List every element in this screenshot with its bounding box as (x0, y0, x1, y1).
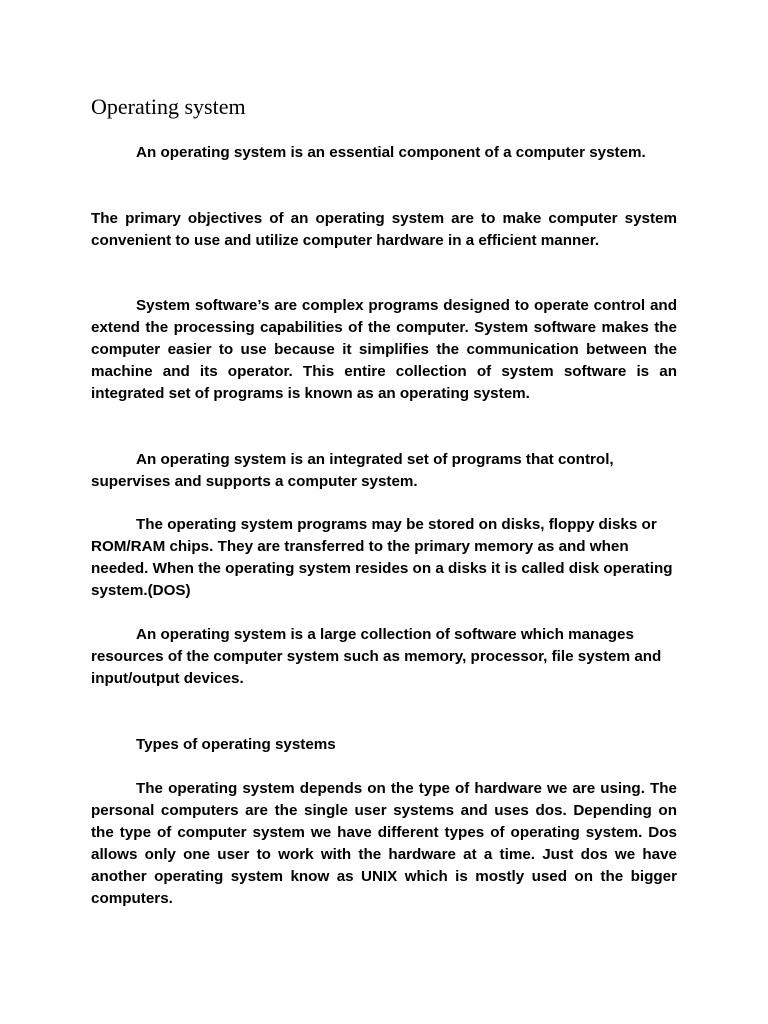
paragraph-7: The operating system depends on the type of hardware we are using. The personal computers are the single user systems and uses dos. Depending on the type of computer system we have different types of operating system. Dos allows only one user to work with the hardware at a time. Just dos we have another operating system know as UNIX which is mostly used on the bigger computers. (91, 780, 677, 907)
section-heading-types: Types of operating systems (136, 736, 336, 753)
paragraph-3: System software’s are complex programs designed to operate control and extend the processing capabilities of the computer. System software makes the computer easier to use because it simplifies the communication between the machine and its operator. This entire collection of system software is an integrated set of programs is known as an operating system. (91, 297, 677, 402)
paragraph-6: An operating system is a large collection of software which manages resources of the computer system such as memory, processor, file system and input/output devices. (91, 626, 662, 687)
paragraph-5: The operating system programs may be stored on disks, floppy disks or ROM/RAM chips. They are transferred to the primary memory as and when needed. When the operating system resides on a disks it is called disk operating system.(DOS) (91, 516, 673, 599)
paragraph-1: An operating system is an essential component of a computer system. (136, 144, 646, 161)
paragraph-2: The primary objectives of an operating system are to make computer system convenient to use and utilize computer hardware in a efficient manner. (91, 210, 677, 249)
paragraph-4: An operating system is an integrated set of programs that control, supervises and supports a computer system. (91, 451, 614, 490)
page-title: Operating system (91, 94, 246, 119)
